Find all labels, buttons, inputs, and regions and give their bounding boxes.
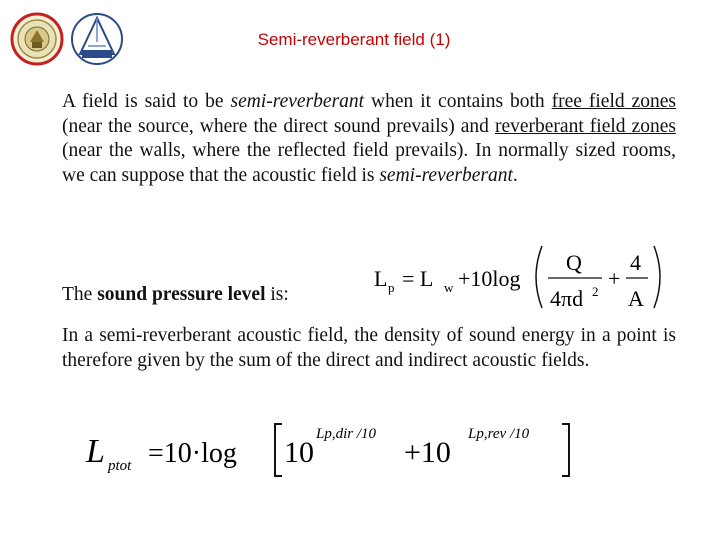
semi-reverberant-density-paragraph: In a semi-reverberant acoustic field, the density of sound energy in a point is therefore given by the sum of the direct and indirect acoustic fields. <box>62 325 676 371</box>
p1-text-3: (near the source, where the direct sound prevails) and <box>62 115 495 137</box>
slide-title: Semi-reverberant field (1) <box>257 30 451 49</box>
f1-den2: A <box>628 286 644 311</box>
sound-pressure-level-line <box>62 284 289 306</box>
f1-lp-sub: p <box>388 280 395 295</box>
f1-lp: L <box>374 266 388 291</box>
f2-left-bracket <box>275 424 282 476</box>
f1-eq: = L <box>402 266 434 291</box>
f1-num1: Q <box>566 250 582 275</box>
f1-left-paren <box>536 246 542 308</box>
f2-lhs-sub: ptot <box>108 458 132 474</box>
f2-exp2: Lp,rev /10 <box>468 426 530 442</box>
p1-term-semi-reverberant: semi-reverberant <box>230 91 365 112</box>
f1-right-paren <box>654 246 660 308</box>
p1-text-5: . <box>512 164 518 186</box>
definition-paragraph <box>62 90 676 188</box>
p2-text-1: The <box>62 284 98 305</box>
spl-formula <box>370 240 670 314</box>
f1-num2: 4 <box>630 250 641 275</box>
p2-bold-term: sound pressure level <box>97 284 266 305</box>
total-level-formula <box>82 420 602 480</box>
p1-reverberant-field-zones: reverberant field zones <box>494 115 677 137</box>
p1-text-4: (near the walls, where the reflected field prevails). In normally sized rooms, we can suppose that the acoustic field is <box>62 140 676 186</box>
f2-plus-ten: +10 <box>404 436 451 469</box>
f2-exp1: Lp,dir /10 <box>316 426 377 442</box>
f1-plus: + <box>608 266 621 291</box>
f2-eq-log: =10·log <box>148 438 237 469</box>
f1-lw-sub: w <box>444 280 454 295</box>
f2-right-bracket <box>562 424 569 476</box>
p1-text-2: when it contains both <box>364 91 552 112</box>
f1-plus-log: +10log <box>458 266 521 291</box>
p2-text-2: is: <box>265 284 289 305</box>
f1-den1: 4πd <box>550 286 584 311</box>
p1-text-1: A field is said to be <box>62 91 231 112</box>
p1-term-semi-reverberant-2: semi-reverberant <box>379 164 513 186</box>
f2-lhs: L <box>86 433 105 470</box>
f1-den1-sup: 2 <box>592 284 599 299</box>
p1-free-field-zones: free field zones <box>551 91 676 112</box>
f2-ten1: 10 <box>284 436 314 469</box>
